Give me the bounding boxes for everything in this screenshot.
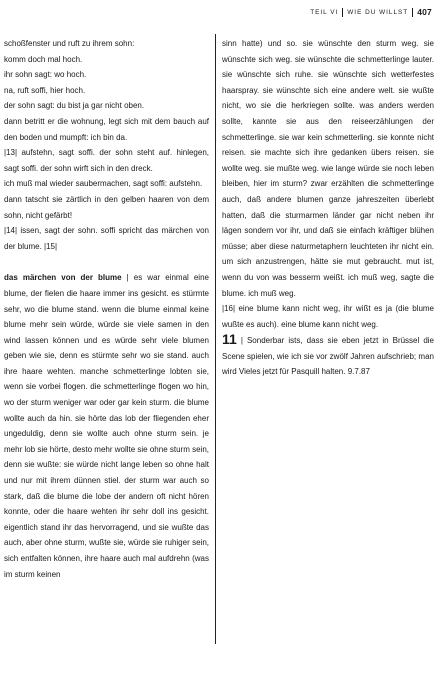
paragraph: |14| issen, sagt der sohn. soffi spricht das märchen von der blume. |15| <box>4 226 209 251</box>
tale-heading: das märchen von der blume <box>4 273 122 283</box>
text-line: der sohn sagt: du bist ja gar nicht oben. <box>4 101 145 111</box>
paragraph: sinn hatte) und so. sie wünschte den sturm weg. sie wünschte sich weg. sie wünschte die schmetterlinge lauter. sie wünschte sich ruhe. sie wünschte sich wetterfestes haarspray. sie wünschte sich eine andere welt. sie wußte nicht, wo sie die herkriegen sollte. was anders werden sollte, kannte sie aus den reiseerzählungen der schmetterlinge. sie war kein schmetterling. sie konnte nicht reisen. sie machte sich ihre gedanken übers reisen. sie wollte weg. sie mußte weg. wie lange würde sie noch leben bleiben, hier im sturm? zwar erzählten die schmetterlinge auch, daß andere blumen ganze jahreszeiten überlebt hatten, daß die sturmarmen länder gar nicht neben ihr lägen sondern vor ihr, und daß sie einfach kräftiger blühen müsse; aber diese naturmetaphern leuchteten ihr nicht ein. um sich anzustrengen, hätte sie mut gebraucht. mut ist, wenn du von was besserm weißt. ich muß weg, sagte die blume. ich muß weg. <box>222 39 434 298</box>
note-number: 11 <box>222 331 237 348</box>
tale-paragraph <box>4 270 209 582</box>
text-line: na, ruft soffi, hier hoch. <box>4 85 86 95</box>
text-line: schoßfenster und ruft zu ihrem sohn: <box>4 39 135 48</box>
right-column <box>222 36 434 380</box>
paragraph: dann betritt er die wohnung, legt sich mit dem bauch auf den boden und mumpft: ich bin da. <box>4 116 209 142</box>
text-line: ihr sohn sagt: wo hoch. <box>4 70 87 80</box>
note-text: | Sonderbar ists, dass sie eben jetzt in Brüssel die Scene spielen, wie ich sie vor zwölf Jahren aufschrieb; man wird Vieles jetzt für Pasquill halten. 9.7.87 <box>222 336 434 377</box>
header-divider <box>412 8 413 17</box>
tale-text: | es war einmal eine blume, der fielen die haare immer ins gesicht. es stürmte sehr, wo die blume stand. wenn die blume einmal keine blume mehr sein würde, würde sie viele samen in den wind lassen können und es würde sehr viele blumen geben wie sie, denn es stürmte sehr wo sie stand. auch ihre haare wehten. manche schmetterlinge lobten sie, wenn sie vorbei flogen. die schmetterlinge flogen wo hin, wo der sturm weniger war oder gar kein sturm. die blume wollte auch da hin. sie hörte das lob der fliegenden eher ungeduldig, denn sie wollte auch ohne sturm sein. je mehr lob sie hörte, desto mehr wollte sie ohne sturm sein, denn sie wußte: sie würde nicht lange leben so ohne halt und nur mit ihrem dünnen stiel. der sturm war auch so stark, daß die blume die lobe der andern oft nicht hören konnte, oder die haare wehten ihr sehr doll ins gesicht. eigentlich stand ihr das hervorragend, und sie wußte das auch, aber ohne sturm, wußte sie, würde sie ruhiger sein, sich entfalten können, ihre haare auch mal aufdrehn (was im sturm keinen <box>4 273 209 579</box>
text-line: komm doch mal hoch. <box>4 54 83 64</box>
paragraph: |13| aufstehn, sagt soffi. der sohn steht auf. hinlegen, sagt soffi. der sohn wirft sich in den dreck. <box>4 148 209 173</box>
header-chapter: WIE DU WILLST <box>347 8 409 16</box>
header-section: TEIL VI <box>310 8 339 16</box>
margin-note <box>222 332 434 380</box>
header-divider <box>342 8 343 17</box>
page-number: 407 <box>417 7 432 17</box>
paragraph: ich muß mal wieder saubermachen, sagt soffi: aufstehn. <box>4 179 203 189</box>
left-column <box>4 36 209 582</box>
paragraph: dann tatscht sie zärtlich in den gelben haaren von dem sohn, nicht gefärbt! <box>4 194 209 220</box>
column-divider <box>215 34 216 644</box>
paragraph: |16| eine blume kann nicht weg, ihr wißt es ja (die blume wußte es auch). eine blume kann nicht weg. <box>222 304 434 329</box>
running-header <box>310 6 432 18</box>
